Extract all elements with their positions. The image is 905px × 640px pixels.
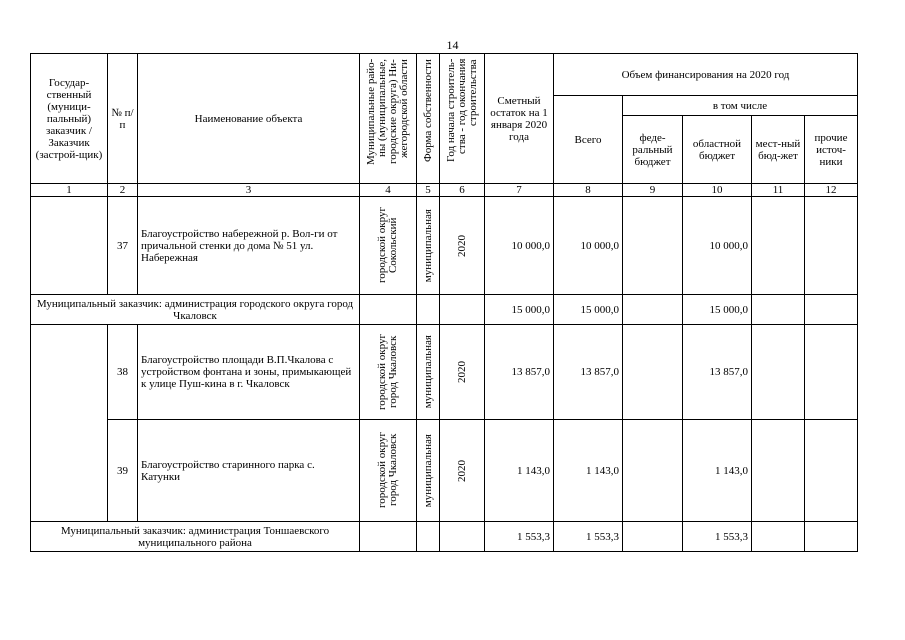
year-cell <box>440 295 485 325</box>
federal-cell <box>623 197 683 295</box>
ownership-cell: муниципальная <box>417 325 440 420</box>
object-name: Благоустройство площади В.П.Чкалова с устройством фонтана и зоны, примыкающей к улице Пуш-кина в г. Чкаловск <box>138 325 360 420</box>
col-number: 5 <box>417 184 440 197</box>
row-number: 39 <box>108 420 138 522</box>
table-row <box>31 325 858 420</box>
district-cell <box>360 295 417 325</box>
estimate-cell: 10 000,0 <box>485 197 554 295</box>
ownership-cell <box>417 295 440 325</box>
ownership-cell <box>417 522 440 552</box>
col-number: 10 <box>683 184 752 197</box>
header-federal: феде-ральный бюджет <box>623 116 683 184</box>
header-customer: Государ-ственный (муници-пальный) заказчик / Заказчик (застрой-щик) <box>31 54 108 184</box>
local-cell <box>752 420 805 522</box>
header-ownership: Форма собственности <box>417 54 440 184</box>
regional-cell: 13 857,0 <box>683 325 752 420</box>
local-cell <box>752 197 805 295</box>
estimate-cell: 1 553,3 <box>485 522 554 552</box>
col-number: 8 <box>554 184 623 197</box>
district-cell: городской округ город Чкаловск <box>360 325 417 420</box>
local-cell <box>752 295 805 325</box>
federal-cell <box>623 420 683 522</box>
other-cell <box>805 420 858 522</box>
subtotal-label: Муниципальный заказчик: администрация городского округа город Чкаловск <box>31 295 360 325</box>
year-cell: 2020 <box>440 197 485 295</box>
estimate-cell: 1 143,0 <box>485 420 554 522</box>
customer-cell <box>31 325 108 522</box>
header-object-name: Наименование объекта <box>138 54 360 184</box>
table-row <box>31 197 858 295</box>
column-numbers-row <box>31 184 858 197</box>
financing-table <box>30 53 858 552</box>
col-number: 12 <box>805 184 858 197</box>
total-cell: 1 143,0 <box>554 420 623 522</box>
header-years: Год начала строитель- ства - год окончания строительства <box>440 54 485 184</box>
header-total: Всего <box>554 96 623 184</box>
federal-cell <box>623 295 683 325</box>
col-number: 4 <box>360 184 417 197</box>
total-cell: 15 000,0 <box>554 295 623 325</box>
subtotal-label: Муниципальный заказчик: администрация Тоншаевского муниципального района <box>31 522 360 552</box>
page-number: 14 <box>446 38 459 52</box>
subtotal-row <box>31 295 858 325</box>
header-local: мест-ный бюд-жет <box>752 116 805 184</box>
ownership-cell: муниципальная <box>417 197 440 295</box>
subtotal-row <box>31 522 858 552</box>
year-cell: 2020 <box>440 420 485 522</box>
header-other: прочие источ-ники <box>805 116 858 184</box>
year-cell: 2020 <box>440 325 485 420</box>
col-number: 3 <box>138 184 360 197</box>
district-cell <box>360 522 417 552</box>
regional-cell: 1 553,3 <box>683 522 752 552</box>
other-cell <box>805 295 858 325</box>
col-number: 6 <box>440 184 485 197</box>
object-name: Благоустройство набережной р. Вол-ги от причальной стенки до дома № 51 ул. Набережная <box>138 197 360 295</box>
local-cell <box>752 325 805 420</box>
header-row-1 <box>31 54 858 96</box>
other-cell <box>805 522 858 552</box>
header-district: Муниципальные райо- ны (муниципальные, городские округа) Ни- жегородской области <box>360 54 417 184</box>
local-cell <box>752 522 805 552</box>
row-number: 38 <box>108 325 138 420</box>
object-name: Благоустройство старинного парка с. Катунки <box>138 420 360 522</box>
federal-cell <box>623 325 683 420</box>
other-cell <box>805 197 858 295</box>
header-regional: областной бюджет <box>683 116 752 184</box>
header-number: № п/п <box>108 54 138 184</box>
col-number: 9 <box>623 184 683 197</box>
col-number: 7 <box>485 184 554 197</box>
header-estimate: Сметный остаток на 1 января 2020 года <box>485 54 554 184</box>
year-cell <box>440 522 485 552</box>
header-including: в том числе <box>623 96 858 116</box>
col-number: 11 <box>752 184 805 197</box>
other-cell <box>805 325 858 420</box>
col-number: 2 <box>108 184 138 197</box>
district-cell: городской округ город Чкаловск <box>360 420 417 522</box>
regional-cell: 1 143,0 <box>683 420 752 522</box>
customer-cell <box>31 197 108 295</box>
total-cell: 13 857,0 <box>554 325 623 420</box>
table-row <box>31 420 858 522</box>
district-cell: городской округ Сокольский <box>360 197 417 295</box>
regional-cell: 10 000,0 <box>683 197 752 295</box>
col-number: 1 <box>31 184 108 197</box>
federal-cell <box>623 522 683 552</box>
total-cell: 10 000,0 <box>554 197 623 295</box>
ownership-cell: муниципальная <box>417 420 440 522</box>
header-financing: Объем финансирования на 2020 год <box>554 54 858 96</box>
row-number: 37 <box>108 197 138 295</box>
estimate-cell: 13 857,0 <box>485 325 554 420</box>
total-cell: 1 553,3 <box>554 522 623 552</box>
regional-cell: 15 000,0 <box>683 295 752 325</box>
estimate-cell: 15 000,0 <box>485 295 554 325</box>
